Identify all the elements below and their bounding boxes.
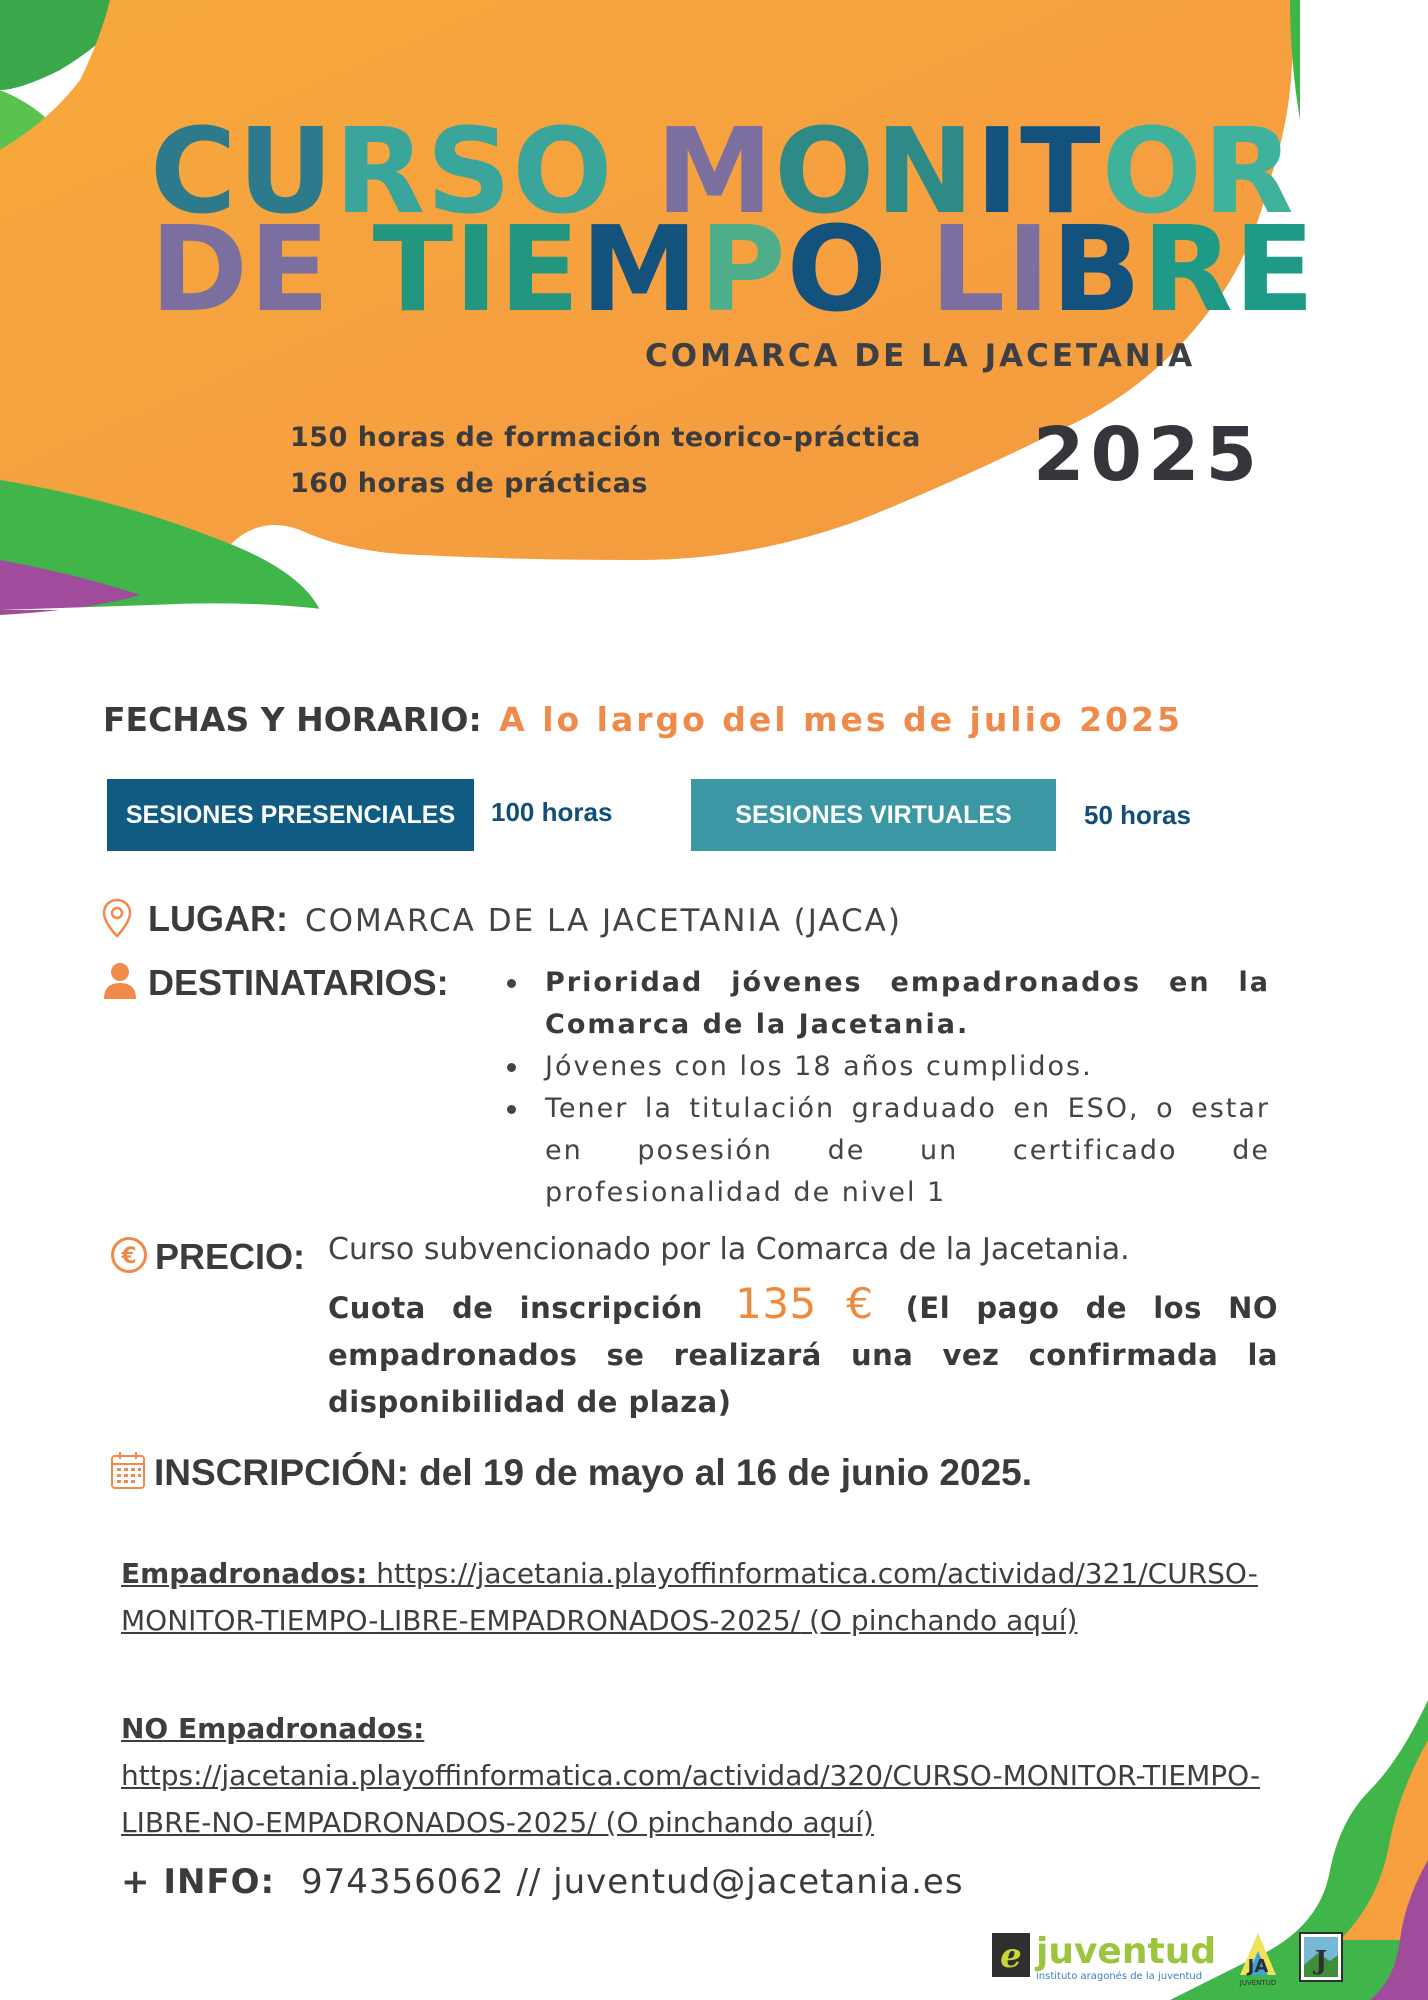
- svg-text:JA: JA: [1247, 1956, 1269, 1977]
- price-subsidy-text: Curso subvencionado por la Comarca de la Jacetania.: [328, 1232, 1130, 1267]
- info-label: + INFO:: [121, 1862, 276, 1902]
- location-pin-icon: [102, 898, 132, 938]
- title-segment: RE: [1142, 200, 1316, 338]
- title-segment: B: [1051, 200, 1143, 338]
- jacetania-logo: [1300, 1933, 1342, 1981]
- registered-click-here[interactable]: (O pinchando aquí): [809, 1604, 1078, 1637]
- registered-url[interactable]: https://jacetania.playoffinformatica.com/actividad/321/CURSO-MONITOR-TIEMPO-LIBRE-EMPADRONADOS-2025/: [121, 1557, 1258, 1637]
- title-segment: DE: [150, 200, 331, 338]
- registered-link-block[interactable]: [121, 1550, 1301, 1644]
- title-line-2: [150, 200, 1316, 338]
- ja-logo: [1239, 1933, 1276, 1987]
- title-segment: IT: [975, 102, 1102, 240]
- year: 2025: [1033, 412, 1263, 498]
- calendar-icon: [110, 1450, 146, 1490]
- registration-dates: INSCRIPCIÓN: del 19 de mayo al 16 de junio 2025.: [154, 1452, 1033, 1493]
- not-registered-link-block[interactable]: [121, 1705, 1301, 1846]
- virtual-sessions-box: SESIONES VIRTUALES: [691, 779, 1056, 851]
- not-registered-click-here[interactable]: (O pinchando aquí): [605, 1806, 874, 1839]
- place-label: LUGAR:: [148, 898, 288, 939]
- juventud-logo-subtext: instituto aragonés de la juventud: [1036, 1971, 1203, 1982]
- person-icon: [102, 961, 138, 999]
- price-label: PRECIO:: [155, 1236, 306, 1277]
- in-person-sessions-hours: 100 horas: [491, 797, 613, 827]
- ja-logo-text: JUVENTUD: [1239, 1979, 1277, 1987]
- title-segment: OR: [1101, 102, 1295, 240]
- hours-training: 150 horas de formación teorico-práctica: [290, 422, 921, 453]
- subtitle: COMARCA DE LA JACETANIA: [645, 338, 1196, 374]
- list-item: Prioridad jóvenes empadronados en la Comarca de la Jacetania.: [505, 962, 1270, 1046]
- juventud-logo-text: juventud: [1036, 1931, 1217, 1972]
- hours-practice: 160 horas de prácticas: [290, 468, 648, 499]
- title-segment: RSO: [334, 102, 614, 240]
- price-fee-suffix: (El pago de los NO empadronados se realizará una vez confirmada la disponibilidad de plaza): [328, 1291, 1278, 1419]
- title-segment: M: [580, 200, 700, 338]
- svg-text:e: e: [1000, 1936, 1022, 1976]
- title-segment: ON: [774, 102, 976, 240]
- dates-row: [103, 700, 1183, 739]
- registered-label: Empadronados:: [121, 1557, 368, 1590]
- title-segment: [331, 200, 373, 338]
- title-segment: P: [699, 200, 787, 338]
- jacetania-logo-letter: J: [1314, 1946, 1328, 1976]
- title-segment: M: [655, 102, 775, 240]
- sponsor-logos: [990, 1925, 1350, 1987]
- svg-text:€: €: [121, 1244, 137, 1269]
- info-value: 974356062 // juventud@jacetania.es: [300, 1862, 964, 1902]
- title-segment: [888, 200, 930, 338]
- virtual-sessions-hours: 50 horas: [1084, 800, 1191, 830]
- place-value: COMARCA DE LA JACETANIA (JACA): [305, 903, 902, 939]
- recipients-list: [505, 962, 1270, 1214]
- list-item: Tener la titulación graduado en ESO, o estar en posesión de un certificado de profesionalidad de nivel 1: [505, 1088, 1270, 1214]
- title-segment: LI: [930, 200, 1052, 338]
- not-registered-label: NO Empadronados:: [121, 1712, 425, 1745]
- not-registered-url[interactable]: https://jacetania.playoffinformatica.com/actividad/320/CURSO-MONITOR-TIEMPO-LIBRE-NO-EMPADRONADOS-2025/: [121, 1759, 1261, 1839]
- title-segment: TIE: [372, 200, 581, 338]
- contact-info: [121, 1862, 964, 1902]
- price-details: [328, 1280, 1278, 1426]
- price-fee-prefix: Cuota de inscripción: [328, 1291, 703, 1325]
- euro-icon: [110, 1236, 148, 1274]
- recipients-label: DESTINATARIOS:: [148, 962, 449, 1003]
- dates-value: A lo largo del mes de julio 2025: [499, 700, 1183, 739]
- juventud-logo: [992, 1931, 1216, 1982]
- dates-label: FECHAS Y HORARIO:: [103, 700, 482, 739]
- price-amount: 135 €: [735, 1279, 874, 1328]
- title-segment: O: [786, 200, 888, 338]
- in-person-sessions-box: SESIONES PRESENCIALES: [107, 779, 474, 851]
- title-segment: CU: [150, 102, 335, 240]
- list-item: Jóvenes con los 18 años cumplidos.: [505, 1046, 1270, 1088]
